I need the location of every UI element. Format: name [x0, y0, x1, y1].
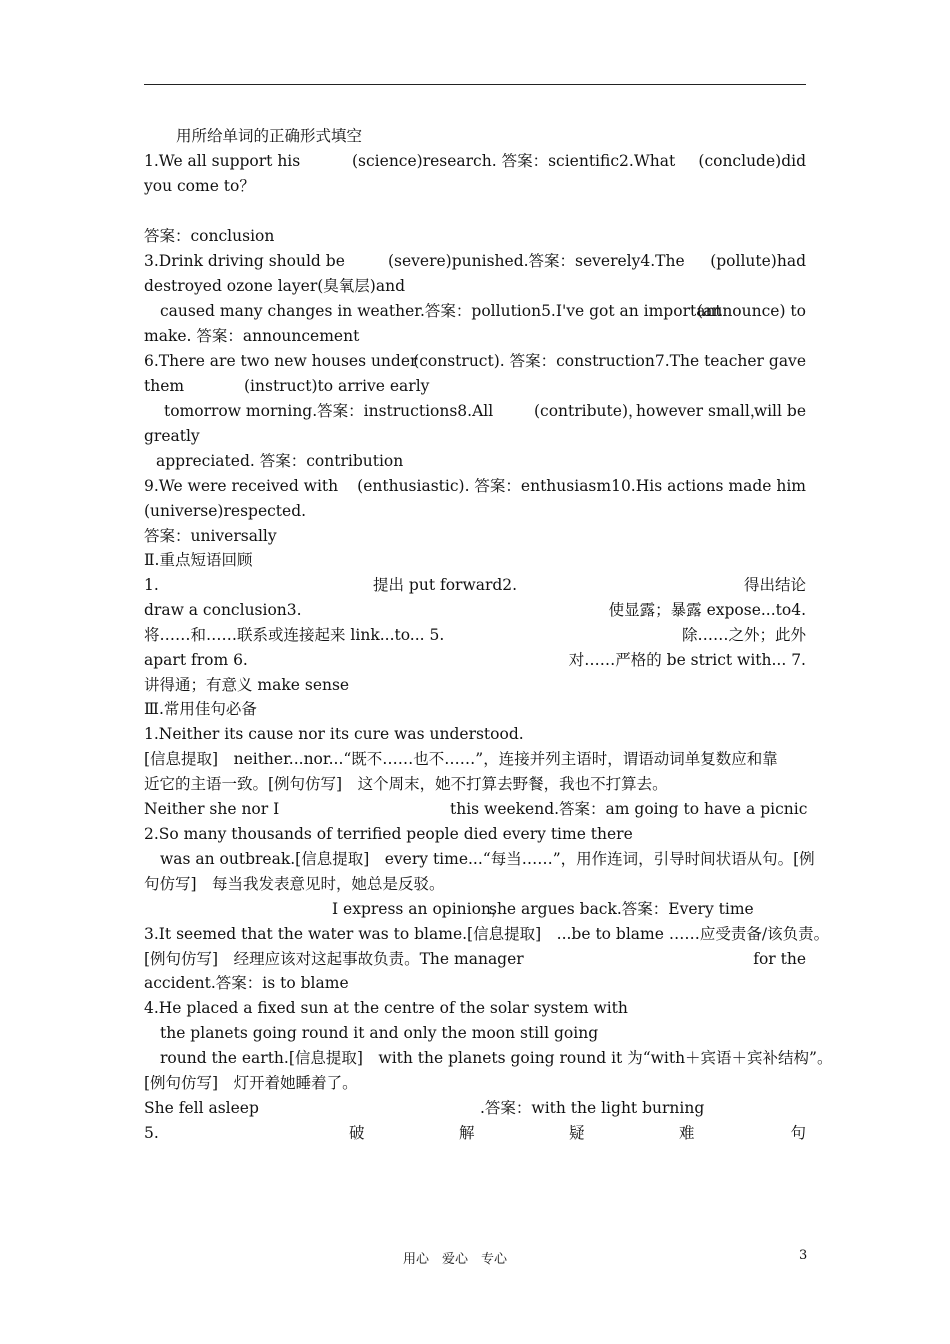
sentence-line — [144, 1046, 833, 1070]
text-seg: 将……和……联系或连接起来 link...to... 5. — [144, 626, 445, 644]
exercise-line — [144, 374, 806, 398]
sentence-line — [144, 1071, 806, 1095]
exercise-line — [144, 424, 806, 448]
text-seg: I express an opinion， — [332, 900, 507, 918]
sentence-line — [144, 947, 806, 971]
text-seg: 3.Drink driving should be — [144, 252, 345, 270]
text-seg: 破 — [349, 1124, 365, 1142]
text-seg: them — [144, 377, 185, 395]
text-seg: 解 — [459, 1124, 475, 1142]
exercise-line — [144, 299, 806, 323]
text-seg: [例句仿写] 灯开着她睡着了。 — [144, 1074, 358, 1092]
text-seg: draw a conclusion3. — [144, 601, 302, 619]
sentence-line — [144, 822, 806, 846]
text-seg: 1. — [144, 576, 159, 594]
text-seg: appreciated. 答案：contribution — [156, 452, 404, 470]
text-seg: [信息提取] neither...nor...“既不……也不……”，连接并列主语时，谓语动词单复数应和靠 — [144, 750, 778, 768]
text-seg: (pollute)had — [710, 252, 806, 270]
text-seg: was an outbreak.[信息提取] every time...“每当……”，用作连词，引导时间状语从句。[例 — [160, 850, 815, 868]
text-seg: 提出 put forward2. — [373, 576, 518, 594]
text-seg: 1.We all support his — [144, 152, 301, 170]
section-heading — [144, 1121, 806, 1145]
text-seg: (universe)respected. — [144, 502, 307, 520]
text-seg: (contribute)， — [534, 402, 644, 420]
sentence-line — [144, 922, 830, 946]
text-seg: she argues back.答案：Every time — [489, 900, 754, 918]
text-seg: destroyed ozone layer(臭氧层)and — [144, 277, 405, 295]
section-heading — [144, 697, 806, 721]
sentence-line — [144, 722, 806, 746]
footer-slogan: 用心 爱心 专心 — [403, 1252, 508, 1267]
sentence-line — [144, 897, 806, 921]
page-number: 3 — [799, 1248, 808, 1263]
text-seg: 2.So many thousands of terrified people died every time there — [144, 825, 633, 843]
text-seg: accident.答案：is to blame — [144, 974, 349, 992]
sentence-line — [144, 872, 806, 896]
text-seg: Neither she nor I — [144, 800, 280, 818]
text-seg: round the earth.[信息提取] with the planets going round it 为“with＋宾语＋宾补结构”。 — [160, 1049, 833, 1067]
exercise-line — [144, 274, 806, 298]
text-seg: 除……之外；此外 — [681, 626, 806, 644]
exercise-line — [144, 249, 806, 273]
section-heading — [144, 548, 806, 572]
sentence-line — [144, 996, 806, 1020]
text-seg: 答案：universally — [144, 527, 277, 545]
header-rule — [144, 84, 806, 85]
text-seg: 1.Neither its cause nor its cure was understood. — [144, 725, 524, 743]
text-seg: this weekend.答案：am going to have a picnic — [450, 800, 808, 818]
text-seg: (construct). 答案：construction7.The teacher gave — [413, 352, 806, 370]
text-seg: 句 — [790, 1124, 806, 1142]
answer-line — [144, 224, 806, 248]
text-seg: 句仿写] 每当我发表意见时，她总是反驳。 — [144, 875, 445, 893]
sentence-line — [144, 797, 806, 821]
text-seg: 近它的主语一致。[例句仿写] 这个周末，她不打算去野餐，我也不打算去。 — [144, 775, 668, 793]
text-seg: the planets going round it and only the moon still going — [160, 1024, 599, 1042]
text-seg: 5. — [144, 1124, 159, 1142]
text-seg: Ⅲ.常用佳句必备 — [144, 700, 257, 718]
text-seg: 答案：conclusion — [144, 227, 275, 245]
text-seg: 疑 — [569, 1124, 585, 1142]
text-seg: (announce) to — [697, 302, 806, 320]
sentence-line — [144, 971, 806, 995]
text-seg: 4.He placed a fixed sun at the centre of the solar system with — [144, 999, 628, 1017]
text-seg: make. 答案：announcement — [144, 327, 360, 345]
phrase-line — [144, 673, 806, 697]
text-seg: 使显露；暴露 expose...to4. — [608, 601, 806, 619]
text-seg: 9.We were received with — [144, 477, 339, 495]
exercise-line — [144, 174, 806, 198]
sentence-line — [144, 847, 815, 871]
sentence-line — [144, 1021, 806, 1045]
exercise-line — [144, 399, 806, 423]
text-seg: will be — [753, 402, 806, 420]
text-seg: 对……严格的 be strict with... 7. — [568, 651, 806, 669]
text-seg: greatly — [144, 427, 200, 445]
exercise-line — [144, 499, 806, 523]
sentence-line — [144, 1096, 806, 1120]
text-seg: (instruct)to arrive early — [244, 377, 430, 395]
text-seg: 3.It seemed that the water was to blame.[信息提取] ...be to blame ……应受责备/该负责。 — [144, 925, 830, 943]
text-seg: 用所给单词的正确形式填空 — [176, 127, 363, 145]
text-seg: (conclude)did — [698, 152, 806, 170]
text-seg: tomorrow morning.答案：instructions8.All — [164, 402, 494, 420]
text-seg: you come to？ — [144, 177, 255, 195]
text-seg: however small， — [636, 402, 766, 420]
exercise-line — [144, 149, 806, 173]
text-seg: for the — [753, 950, 806, 968]
text-seg: (science)research. 答案：scientific2.What — [352, 152, 676, 170]
phrase-line — [144, 573, 806, 597]
text-seg: 讲得通；有意义 make sense — [144, 676, 350, 694]
text-seg: caused many changes in weather.答案：pollution5.I've got an important — [160, 302, 722, 320]
text-seg: She fell asleep — [144, 1099, 259, 1117]
sentence-line — [144, 747, 806, 771]
answer-line — [144, 324, 806, 348]
phrase-line — [144, 623, 806, 647]
text-seg: (severe)punished.答案：severely4.The — [388, 252, 685, 270]
text-seg: [例句仿写] 经理应该对这起事故负责。The manager — [144, 950, 524, 968]
answer-line — [144, 449, 806, 473]
exercise-line — [144, 349, 806, 373]
text-seg: apart from 6. — [144, 651, 248, 669]
text-seg: 得出结论 — [743, 576, 806, 594]
text-seg: Ⅱ.重点短语回顾 — [144, 551, 253, 569]
text-seg: (enthusiastic). 答案：enthusiasm10.His actions made him — [357, 477, 806, 495]
sentence-line — [144, 772, 806, 796]
phrase-line — [144, 598, 806, 622]
exercise-line — [144, 474, 806, 498]
text-seg: 6.There are two new houses under — [144, 352, 418, 370]
text-seg: 难 — [679, 1124, 695, 1142]
phrase-line — [144, 648, 806, 672]
text-seg: .答案：with the light burning — [480, 1099, 705, 1117]
answer-line — [144, 524, 806, 548]
instruction-heading — [144, 124, 806, 148]
